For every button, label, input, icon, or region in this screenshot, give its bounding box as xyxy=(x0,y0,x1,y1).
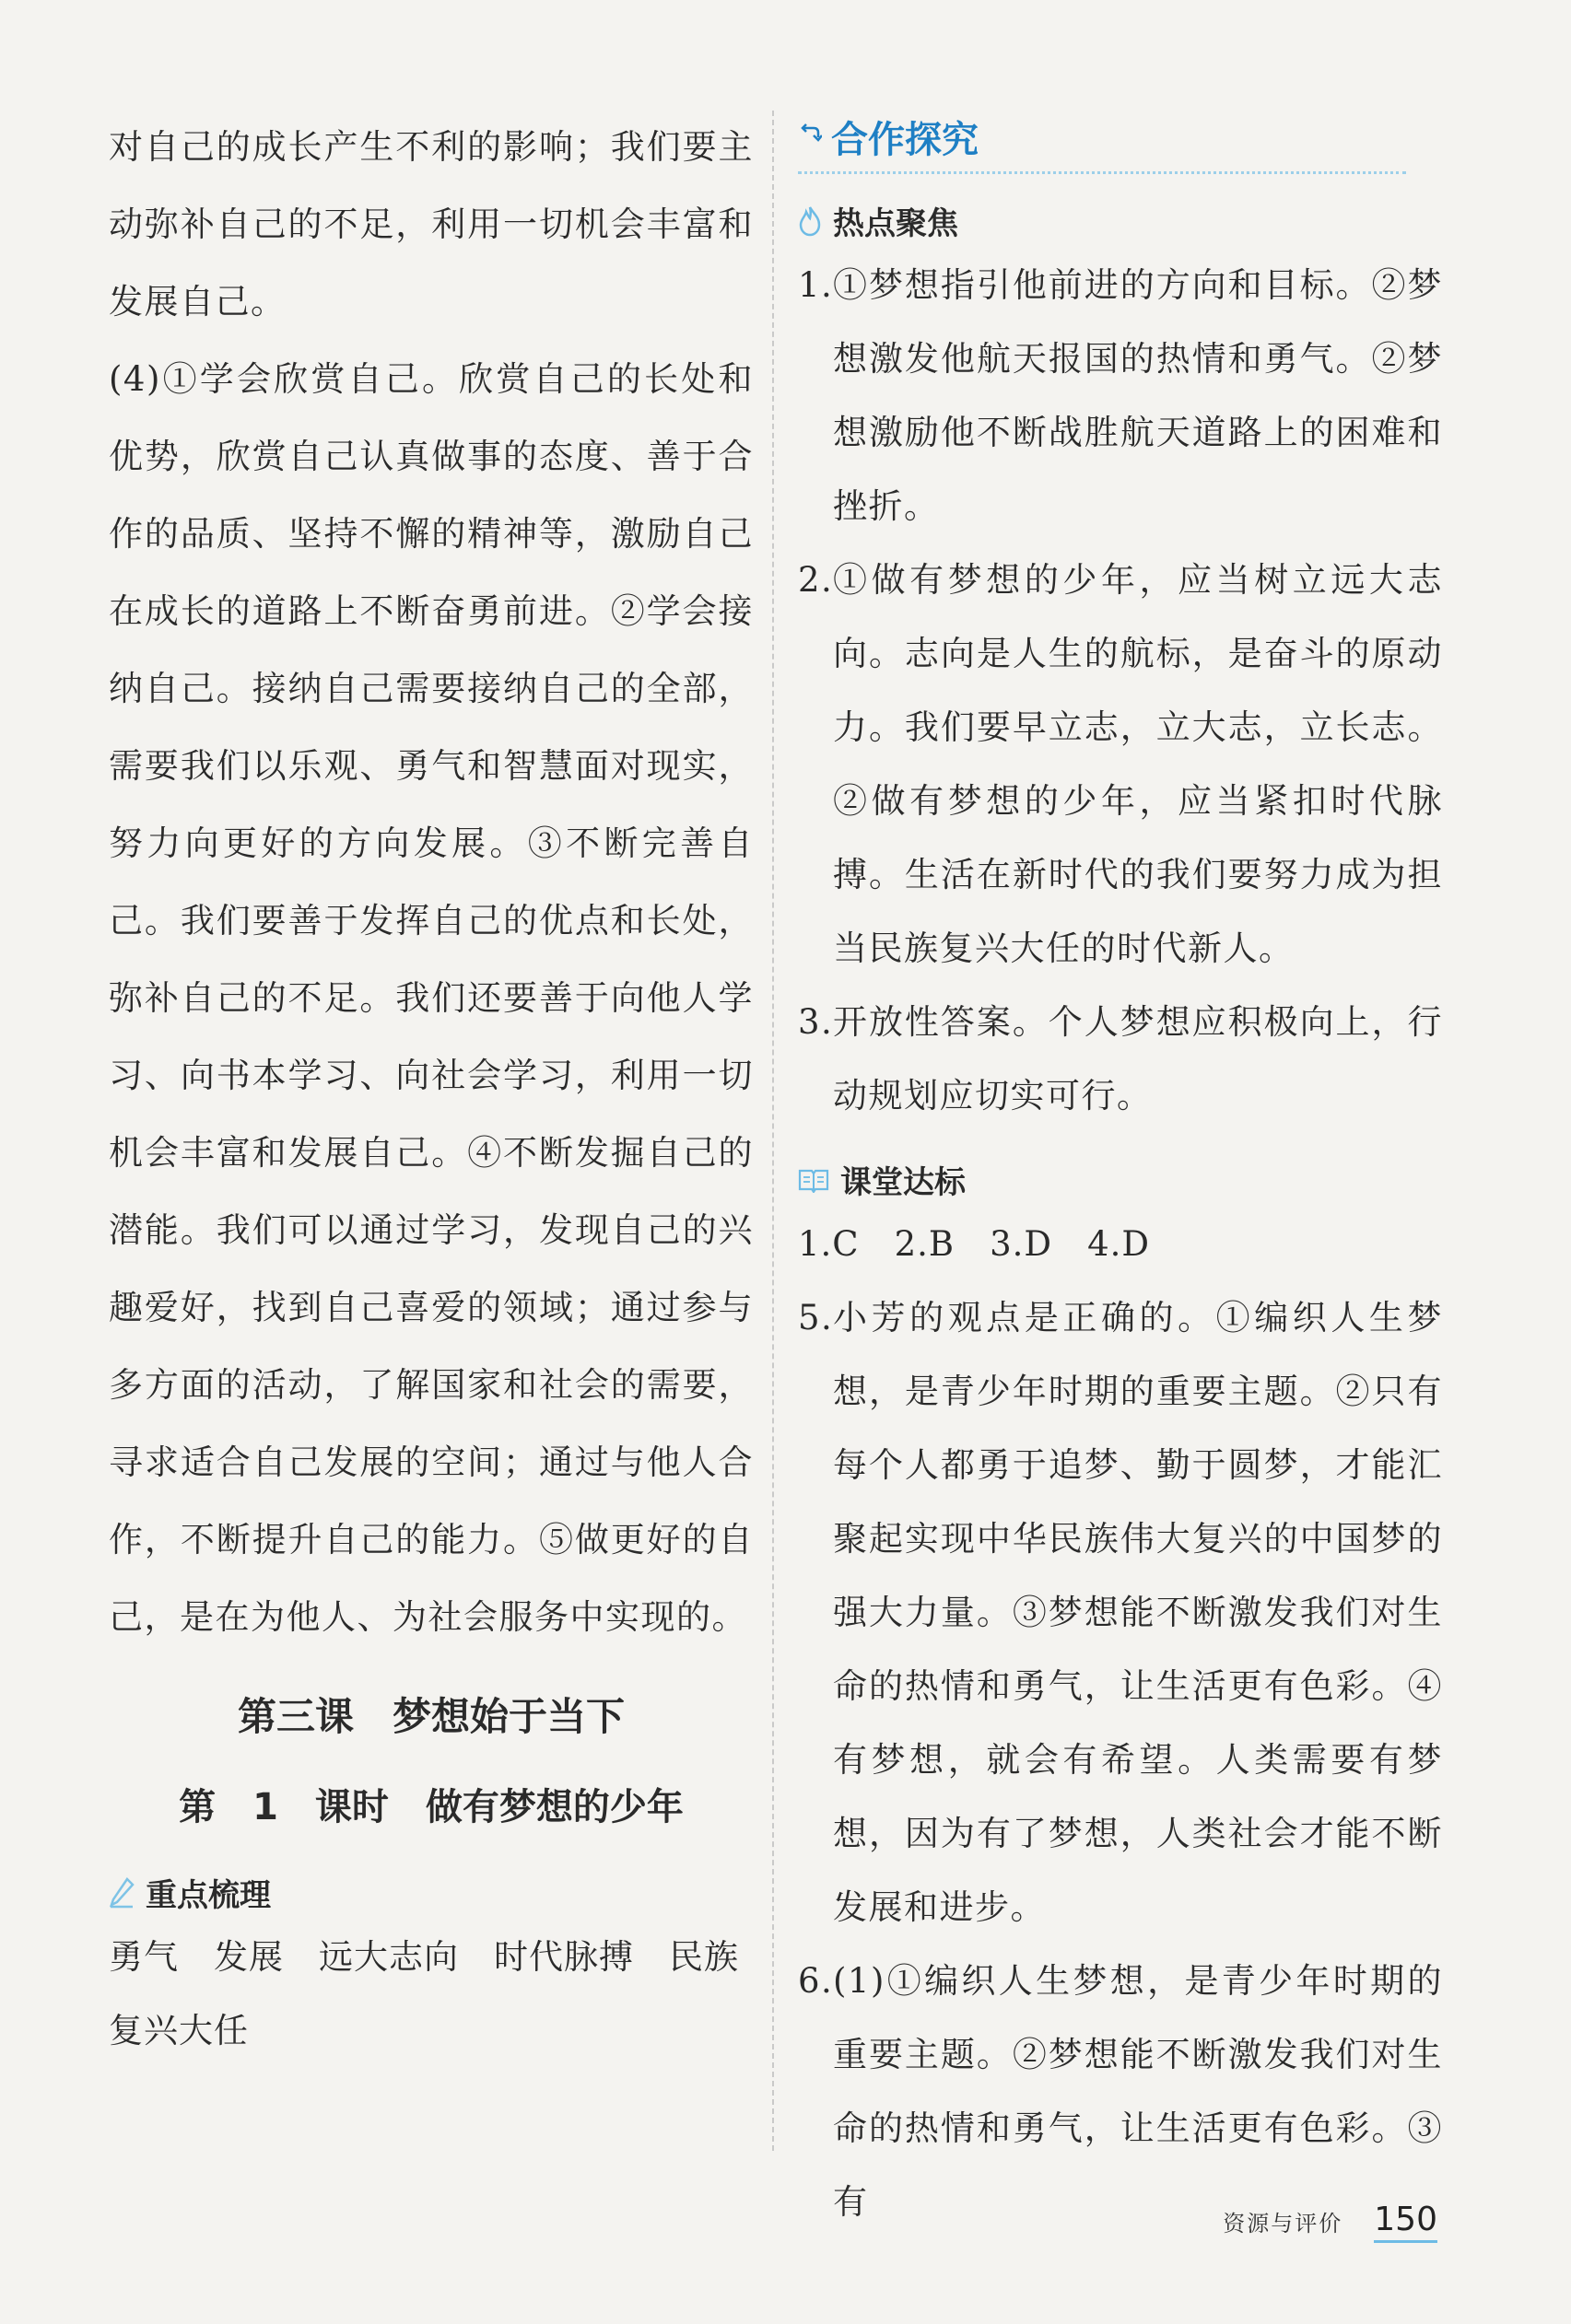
key-points-heading xyxy=(109,1870,754,1915)
item-text: 开放性答案。个人梦想应积极向上，行动规划应切实可行。 xyxy=(833,1002,1443,1115)
right-column xyxy=(798,109,1443,2239)
section-heading xyxy=(798,109,1406,174)
left-column xyxy=(109,109,754,2068)
page-number: 150 xyxy=(1374,2201,1437,2243)
class-item xyxy=(798,1281,1443,1944)
key-points-heading-label: 重点梳理 xyxy=(146,1877,271,1914)
section-heading-label: 合作探究 xyxy=(831,118,979,161)
choice-answers: 1.C 2.B 3.D 4.D xyxy=(798,1224,1151,1264)
lesson-title: 第三课 梦想始于当下 xyxy=(237,1694,625,1739)
hotspot-heading xyxy=(798,198,1443,243)
item-number: 2. xyxy=(798,560,834,600)
class-heading xyxy=(798,1157,1443,1202)
class-heading-label: 课堂达标 xyxy=(840,1164,966,1201)
lesson-subtitle: 第 1 课时 做有梦想的少年 xyxy=(179,1786,684,1828)
paragraph-answer-4: (4)①学会欣赏自己。欣赏自己的长处和优势，欣赏自己认真做事的态度、善于合作的品质、坚持不懈的精神等，激励自己在成长的道路上不断奋勇前进。②学会接纳自己。接纳自己需要接纳自己的全部，需要我们以乐观、勇气和智慧面对现实，努力向更好的方向发展。③不断完善自己。我们要善于发挥自己的优点和长处，弥补自己的不足。我们还要善于向他人学习、向书本学习、向社会学习，利用一切机会丰富和发展自己。④不断发掘自己的潜能。我们可以通过学习，发现自己的兴趣爱好，找到自己喜爱的领域；通过参与多方面的活动，了解国家和社会的需要，寻求适合自己发展的空间；通过与他人合作，不断提升自己的能力。⑤做更好的自己，是在为他人、为社会服务中实现的。 xyxy=(109,359,754,1637)
key-points-list: 勇气 发展 远大志向 时代脉搏 民族复兴大任 xyxy=(109,1937,739,2050)
pen-icon xyxy=(109,1877,135,1909)
book-icon xyxy=(798,1167,829,1193)
item-number: 1. xyxy=(798,265,834,305)
item-number: 5. xyxy=(798,1298,834,1337)
item-text: (1)①编织人生梦想，是青少年时期的重要主题。②梦想能不断激发我们对生命的热情和勇气，让生活更有色彩。③有 xyxy=(833,1961,1443,2222)
item-number: 3. xyxy=(798,1002,834,1042)
refresh-arrow-icon xyxy=(798,123,822,150)
paragraph-continued: 对自己的成长产生不利的影响；我们要主动弥补自己的不足，利用一切机会丰富和发展自己。 xyxy=(109,127,754,321)
item-number: 6. xyxy=(798,1961,834,2001)
hotspot-item xyxy=(798,249,1443,543)
hotspot-heading-label: 热点聚焦 xyxy=(833,205,958,242)
page-footer xyxy=(1189,2188,1437,2243)
flame-icon xyxy=(798,205,822,237)
footer-label: 资源与评价 xyxy=(1223,2211,1343,2236)
hotspot-item xyxy=(798,543,1443,986)
item-text: ①做有梦想的少年，应当树立远大志向。志向是人生的航标，是奋斗的原动力。我们要早立志，立大志，立长志。②做有梦想的少年，应当紧扣时代脉搏。生活在新时代的我们要努力成为担当民族复兴大任的时代新人。 xyxy=(833,560,1443,968)
item-text: ①梦想指引他前进的方向和目标。②梦想激发他航天报国的热情和勇气。②梦想激励他不断战胜航天道路上的困难和挫折。 xyxy=(833,265,1443,526)
column-divider xyxy=(772,111,774,2151)
item-text: 小芳的观点是正确的。①编织人生梦想，是青少年时期的重要主题。②只有每个人都勇于追梦、勤于圆梦，才能汇聚起实现中华民族伟大复兴的中国梦的强大力量。③梦想能不断激发我们对生命的热情和勇气，让生活更有色彩。④有梦想，就会有希望。人类需要有梦想，因为有了梦想，人类社会才能不断发展和进步。 xyxy=(833,1298,1443,1927)
hotspot-item xyxy=(798,986,1443,1133)
